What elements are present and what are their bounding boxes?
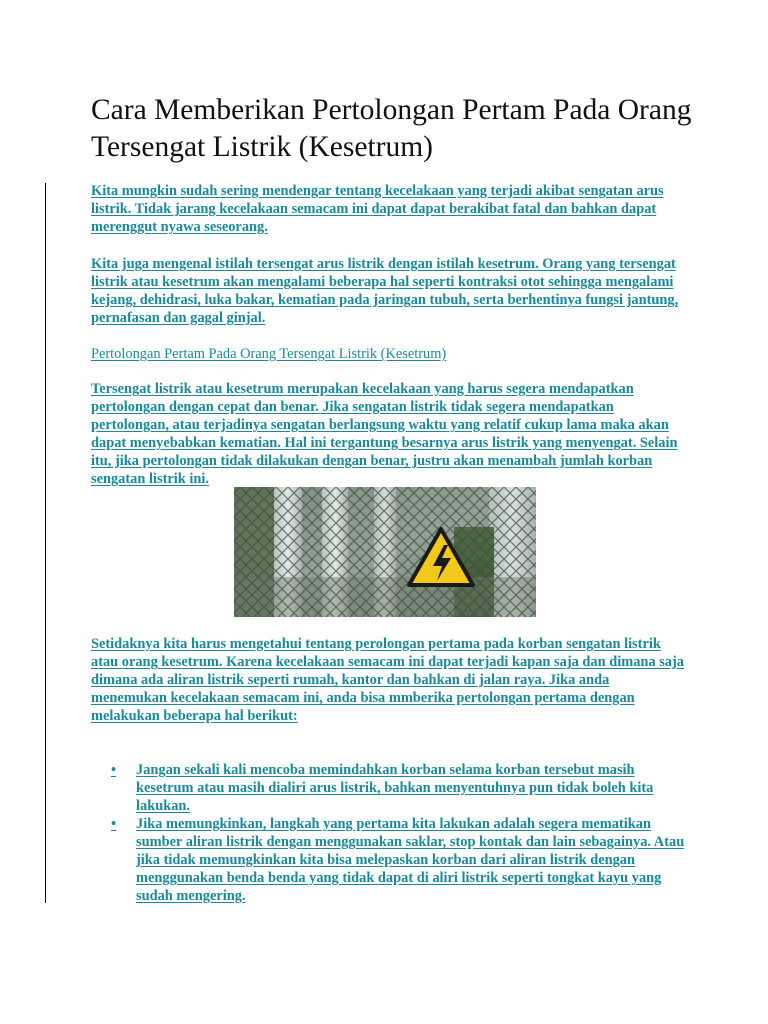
list-item-text[interactable]: Jika memungkinkan, langkah yang pertama kita lakukan adalah segera mematikan sumber aliran listrik dengan menggunakan saklar, stop kontak dan lain sebagainya. Atau jika tidak memungkinkan kita bisa melepaskan korban dari aliran listrik dengan menggunakan benda benda yang tidak dapat di aliri listrik seperti tongkat kayu yang sudah mengering.: [136, 816, 685, 904]
bullet-icon: •: [111, 816, 117, 832]
paragraph-urgent-help[interactable]: Tersengat listrik atau kesetrum merupakan kecelakaan yang harus segera mendapatkan pertolongan dengan cepat dan benar. Jika sengatan listrik tidak segera mendapatkan pertolongan, atau terjadinya sengatan berlangsung waktu yang relatif cukup lama maka akan dapat menyebabkan kematian. Hal ini tergantung besarnya arus listrik yang menyengat. Selain itu, jika pertolongan tidak dilakukan dengan benar, justru akan menambah jumlah korban sengatan listrik ini.: [91, 381, 678, 487]
list-item[interactable]: [91, 761, 687, 815]
high-voltage-fence-photo: [234, 487, 536, 617]
bullet-icon: •: [111, 762, 117, 778]
list-item-text[interactable]: Jangan sekali kali mencoba memindahkan korban selama korban tersebut masih kesetrum atau masih dialiri arus listrik, bahkan menyentuhnya pun tidak boleh kita lakukan.: [136, 762, 654, 814]
first-aid-steps-list: [91, 761, 687, 905]
list-item[interactable]: [91, 815, 687, 905]
section-heading[interactable]: Pertolongan Pertam Pada Orang Tersengat Listrik (Kesetrum): [91, 346, 447, 362]
margin-change-bar: [45, 183, 46, 903]
page-title: Cara Memberikan Pertolongan Pertam Pada Orang Tersengat Listrik (Kesetrum): [91, 94, 692, 163]
paragraph-kesetrum-effects[interactable]: Kita juga mengenal istilah tersengat arus listrik dengan istilah kesetrum. Orang yang tersengat listrik atau kesetrum akan mengalami beberapa hal seperti kontraksi otot sehingga mengalami kejang, dehidrasi, luka bakar, kematian pada jaringan tubuh, serta berhentinya fungsi jantung, pernafasan dan gagal ginjal.: [91, 256, 679, 326]
paragraph-intro[interactable]: Kita mungkin sudah sering mendengar tentang kecelakaan yang terjadi akibat sengatan arus listrik. Tidak jarang kecelakaan semacam ini dapat dapat berakibat fatal dan bahkan dapat merenggut nyawa seseorang.: [91, 183, 664, 235]
paragraph-first-aid-intro[interactable]: Setidaknya kita harus mengetahui tentang perolongan pertama pada korban sengatan listrik atau orang kesetrum. Karena kecelakaan semacam ini dapat terjadi kapan saja dan dimana saja dimana ada aliran listrik seperti rumah, kantor dan bahkan di jalan raya. Jika anda menemukan kecelakaan semacam ini, anda bisa mmberika pertolongan pertama dengan melakukan beberapa hal berikut:: [91, 636, 684, 724]
